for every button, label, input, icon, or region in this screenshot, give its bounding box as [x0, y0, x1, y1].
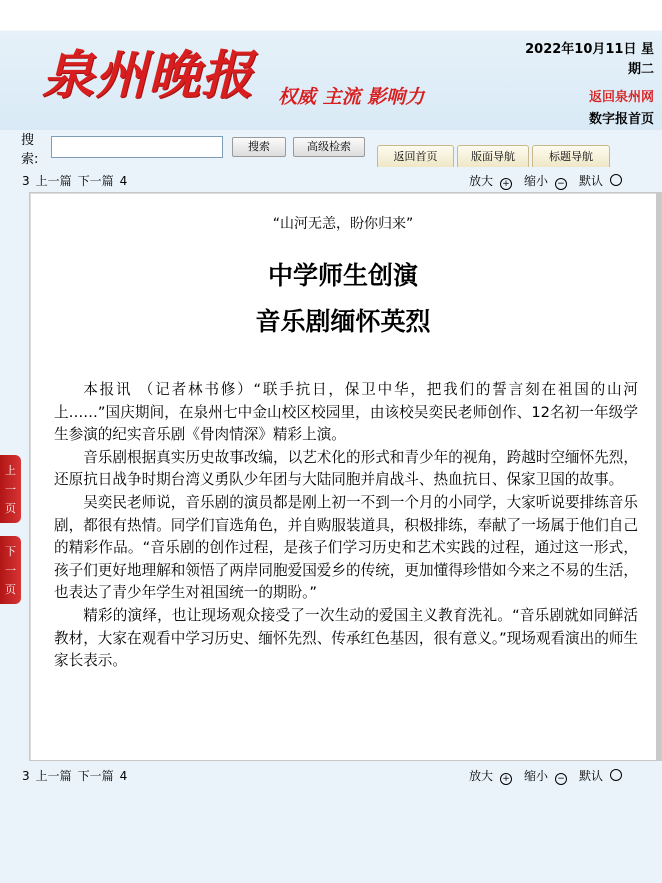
article-paragraph: 音乐剧根据真实历史故事改编，以艺术化的形式和青少年的视角，跨越时空缅怀先烈，还原抗日战争时期台湾义勇队少年团与大陆同胞并肩战斗、热血抗日、保家卫国的故事。 [54, 448, 638, 489]
zoom-out-label: 缩小 [523, 174, 548, 188]
prev-article-link[interactable]: 上一篇 [35, 174, 72, 188]
minus-icon: − [555, 773, 567, 785]
prev-article-number: 3 [22, 174, 30, 188]
search-label: 搜索: [21, 133, 39, 167]
newspaper-logo: 泉州晚报 [42, 45, 255, 106]
radio-icon [610, 769, 622, 781]
zoom-out-label: 缩小 [523, 769, 548, 783]
issue-date: 2022年10月11日 星期二 [525, 42, 654, 77]
prev-article-number: 3 [22, 769, 30, 783]
next-article-link[interactable]: 下一篇 [77, 174, 114, 188]
article-panel [29, 192, 657, 761]
next-article-link[interactable]: 下一篇 [77, 769, 114, 783]
article-nav-bottom [0, 766, 662, 786]
search-input[interactable] [51, 136, 223, 158]
default-size-button[interactable] [579, 769, 628, 783]
zoom-in-button[interactable] [469, 769, 518, 783]
article-paragraph: 本报讯 （记者林书修）“联手抗日，保卫中华，把我们的誓言刻在祖国的山河上……”国庆期间，在泉州七中金山校区校园里，由该校吴奕民老师创作、12名初一年级学生参演的纪实音乐剧《骨肉情深》精彩上演。 [54, 381, 638, 444]
article-body [54, 379, 638, 673]
radio-icon [610, 174, 622, 186]
return-site-link[interactable]: 返回泉州网 [588, 90, 654, 105]
article-title [30, 253, 656, 345]
zoom-in-label: 放大 [468, 769, 493, 783]
digital-home-link[interactable]: 数字报首页 [588, 112, 654, 127]
zoom-in-button[interactable] [469, 174, 518, 188]
masthead [0, 0, 662, 130]
article-paragraph: 精彩的演绎，也让现场观众接受了一次生动的爱国主义教育洗礼。“音乐剧就如同鲜活教材，大家在观看中学习历史、缅怀先烈、传承红色基因，很有意义。”现场观看演出的师生家长表示。 [54, 606, 639, 670]
scrollbar[interactable] [656, 192, 662, 761]
default-size-label: 默认 [578, 769, 603, 783]
zoom-out-button[interactable] [524, 174, 573, 188]
zoom-out-button[interactable] [524, 769, 573, 783]
article-subtitle: “山河无恙，盼你归来” [272, 216, 414, 232]
article-title-line1: 中学师生创演 [267, 261, 418, 290]
prev-article-link[interactable]: 上一篇 [35, 769, 72, 783]
search-button[interactable]: 搜索 [232, 137, 286, 157]
tab-title-nav[interactable]: 标题导航 [532, 145, 610, 167]
plus-icon: + [500, 773, 512, 785]
next-page-button[interactable] [0, 536, 21, 604]
advanced-search-button[interactable]: 高级检索 [293, 137, 365, 157]
prev-page-label: 上一页 [5, 464, 16, 515]
next-article-number: 4 [119, 174, 128, 188]
default-size-button[interactable] [579, 174, 628, 188]
zoom-in-label: 放大 [468, 174, 493, 188]
tab-home[interactable]: 返回首页 [377, 145, 454, 167]
article-nav-top [0, 171, 662, 191]
prev-page-button[interactable] [0, 455, 21, 523]
article-title-line2: 音乐剧缅怀英烈 [255, 307, 431, 336]
next-article-number: 4 [119, 769, 128, 783]
plus-icon: + [500, 178, 512, 190]
minus-icon: − [555, 178, 567, 190]
tab-layout-nav[interactable]: 版面导航 [457, 145, 529, 167]
default-size-label: 默认 [578, 174, 603, 188]
slogan: 权威 主流 影响力 [278, 86, 425, 108]
article-paragraph: 吴奕民老师说，音乐剧的演员都是刚上初一不到一个月的小同学，大家听说要排练音乐剧，都很有热情。同学们盲选角色，并自购服装道具，积极排练，奉献了一场属于他们自己的精彩作品。“音乐剧的创作过程，是孩子们学习历史和艺术实践的过程，通过这一形式，孩子们更好地理解和领悟了两岸同胞爱国爱乡的传统，更加懂得珍惜如今来之不易的生活，也表达了青少年学生对祖国统一的期盼。” [54, 493, 638, 602]
next-page-label: 下一页 [5, 545, 16, 596]
